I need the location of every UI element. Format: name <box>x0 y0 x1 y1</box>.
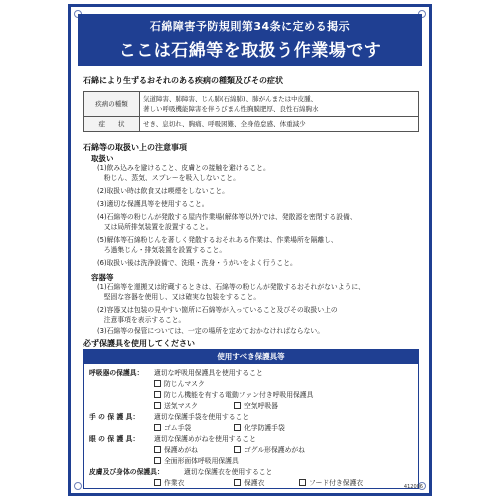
checkbox <box>154 424 161 431</box>
container-item: 堅固な容器を使用し、又は確実な包装をすること。 <box>97 293 261 301</box>
ppe-option: フード付き保護衣 <box>299 479 363 488</box>
disease-type-line1: 気道障害、肺障害、じん肺(石綿肺)、肺がんまたは中皮腫、 <box>143 95 318 103</box>
skin-label: 皮膚及び身体の保護具： <box>89 468 164 476</box>
checkbox <box>234 446 241 453</box>
handling-item: 又は局所排気装置を設置すること。 <box>97 223 213 231</box>
hand-desc: 適切な保護手袋を使用すること <box>154 413 250 421</box>
disease-section-title: 石綿により生ずるおそれのある疾病の種類及びその症状 <box>83 76 283 85</box>
container-item: (1)石綿等を運搬又は貯蔵するときは、石綿等の粉じんが発散するおそれがないように、 <box>97 283 365 291</box>
handling-item: ろ過集じん・排気装置を設置すること。 <box>97 246 227 254</box>
ppe-option: 作業衣 <box>154 479 184 488</box>
checkbox <box>154 446 161 453</box>
respiratory-label: 呼吸器の保護具： <box>89 369 144 377</box>
eye-desc: 適切な保護めがねを使用すること <box>154 435 256 443</box>
handling-item: (4)石綿等の粉じんが発散する屋内作業場(解体等以外)では、発散源を密閉する設備、 <box>97 213 357 221</box>
checkbox <box>154 402 161 409</box>
handling-item: (1)飲み込みを避けること、皮膚との接触を避けること。 <box>97 164 270 172</box>
container-item: (3)石綿等の保管については、一定の場所を定めておかなければならない。 <box>97 327 324 335</box>
checkbox <box>154 380 161 387</box>
checkbox <box>154 479 161 486</box>
handling-item: (3)適切な保護具等を使用すること。 <box>97 200 209 208</box>
symptom-value: せき、息切れ、胸痛、呼吸困難、全身倦怠感、体重減少 <box>140 117 419 132</box>
rivet-hole-icon <box>74 482 82 490</box>
ppe-option: 化学防護手袋 <box>234 424 285 433</box>
checkbox <box>299 479 306 486</box>
symptom-label: 症 状 <box>84 117 140 132</box>
disease-type-label: 疾病の種類 <box>84 92 140 117</box>
ppe-bar-title: 使用すべき保護具等 <box>84 350 418 364</box>
ppe-option: 保護衣 <box>234 479 264 488</box>
ppe-option: ゴム手袋 <box>154 424 191 433</box>
respiratory-desc: 適切な呼吸用保護具を使用すること <box>154 369 263 377</box>
hand-label: 手 の 保 護 具： <box>89 413 140 421</box>
ppe-section-title: 必ず保護具を使用してください <box>83 339 195 348</box>
handling-section-title: 石綿等の取扱い上の注意事項 <box>83 143 187 152</box>
ppe-option: 送気マスク <box>154 402 198 411</box>
container-item: (2)容器又は包装の見やすい箇所に石綿等が入っていること及びその取扱い上の <box>97 306 338 314</box>
checkbox <box>234 402 241 409</box>
container-item: 注意事項を表示すること。 <box>97 316 186 324</box>
container-subheading: 容器等 <box>91 273 114 282</box>
ppe-option: 空気呼吸器 <box>234 402 278 411</box>
disease-table <box>83 91 419 132</box>
product-code: 412006 <box>403 484 423 490</box>
asbestos-sign <box>68 4 432 496</box>
ppe-option: 保護めがね <box>154 446 198 455</box>
handling-item: (6)取扱い後は洗浄設備で、洗眼・洗身・うがいをよく行うこと。 <box>97 259 297 267</box>
ppe-box <box>83 349 419 489</box>
sign-subtitle: 石綿障害予防規則第34条に定める掲示 <box>149 20 351 33</box>
table-row <box>84 117 419 132</box>
sign-header <box>78 14 422 66</box>
eye-label: 眼 の 保 護 具： <box>89 435 140 443</box>
disease-type-value <box>140 92 419 117</box>
ppe-option: 防じんマスク <box>154 380 205 389</box>
ppe-option: ゴグル形保護めがね <box>234 446 305 455</box>
disease-type-line2: 著しい呼吸機能障害を伴うびまん性胸膜肥厚、良性石綿胸水 <box>143 105 319 113</box>
ppe-option: 全面形面体呼吸用保護具 <box>154 457 239 466</box>
handling-item: (2)取扱い時は飲食又は喫煙をしないこと。 <box>97 187 229 195</box>
checkbox <box>154 457 161 464</box>
handling-subheading: 取扱い <box>91 154 114 163</box>
checkbox <box>234 479 241 486</box>
ppe-option: 防じん機能を有する電動ファン付き呼吸用保護具 <box>154 391 313 400</box>
handling-item: (5)解体等石綿粉じんを著しく発散するおそれある作業は、作業場所を隔離し、 <box>97 236 338 244</box>
sign-title: ここは石綿等を取扱う作業場です <box>118 41 382 61</box>
table-row <box>84 92 419 117</box>
skin-desc: 適切な保護衣を使用すること <box>184 468 273 476</box>
checkbox <box>154 391 161 398</box>
handling-item: 粉じん、蒸気、スプレーを吸入しないこと。 <box>97 174 240 182</box>
checkbox <box>234 424 241 431</box>
